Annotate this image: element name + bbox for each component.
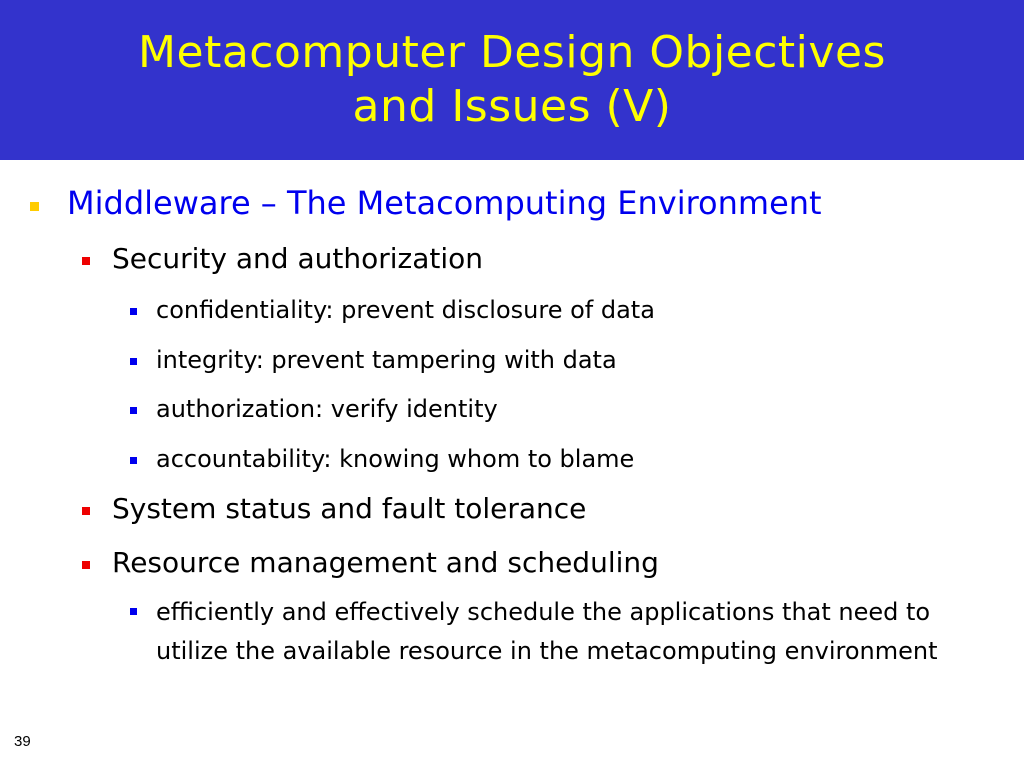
square-bullet-icon	[30, 202, 39, 211]
square-bullet-icon	[130, 407, 137, 414]
title-bar	[0, 0, 1024, 160]
square-bullet-icon	[130, 358, 137, 365]
square-bullet-icon	[130, 457, 137, 464]
bullet-text: Middleware – The Metacomputing Environment	[67, 184, 822, 222]
bullet-text: System status and fault tolerance	[112, 492, 587, 525]
bullet-text: confidentiality: prevent disclosure of data	[156, 296, 655, 324]
square-bullet-icon	[82, 561, 90, 569]
bullet-text: authorization: verify identity	[156, 395, 498, 423]
bullet-text: integrity: prevent tampering with data	[156, 346, 617, 374]
slide-number: 39	[14, 733, 31, 750]
square-bullet-icon	[130, 308, 137, 315]
bullet-text: Resource management and scheduling	[112, 546, 659, 579]
square-bullet-icon	[82, 507, 90, 515]
slide-title-line-1: Metacomputer Design Objectives	[138, 27, 886, 78]
bullet-text: efficiently and effectively schedule the applications that need to utilize the available resource in the metacomputing environment	[156, 598, 938, 665]
square-bullet-icon	[82, 257, 90, 265]
bullet-text: accountability: knowing whom to blame	[156, 445, 635, 473]
bullet-text: Security and authorization	[112, 242, 483, 275]
slide-title-line-2: and Issues (V)	[352, 81, 672, 132]
square-bullet-icon	[130, 608, 137, 615]
